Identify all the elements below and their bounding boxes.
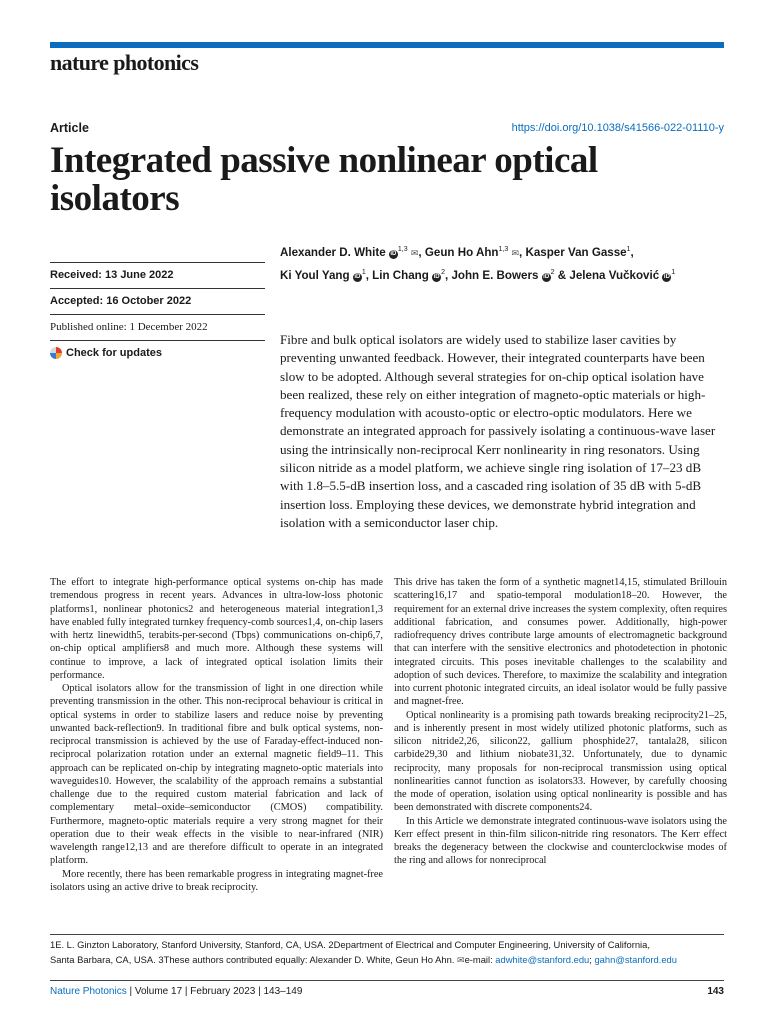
meta-divider (50, 314, 265, 315)
body-paragraph: The effort to integrate high-performance optical systems on-chip has made tremendous progress in recent years. Advances in ultra-low-loss photonic platforms1, nonlinear photonics2 and heterogeneous material integration1,3 have enabled fully integrated turnkey frequency-comb sources1,4, on-chip lasers with hertz linewidth5, terabits-per-second (Tbps) communications on-chip6,7, on-chip optical amplifiers8 and much more. Although these systems will continue to improve, a lack of integrated optical isolation limits their performance. (50, 577, 383, 681)
footnote-line (50, 952, 730, 968)
orcid-icon[interactable]: iD (354, 273, 361, 280)
meta-divider (50, 340, 265, 341)
crossmark-icon (50, 347, 62, 359)
footnote-text: Santa Barbara, CA, USA. 3These authors contributed equally: Alexander D. White, Geun Ho Ahn. (50, 954, 455, 965)
article-title: Integrated passive nonlinear optical isolators (50, 140, 598, 219)
email-icon: ✉ (457, 955, 465, 965)
author-separator: , (630, 245, 634, 259)
meta-divider (50, 262, 265, 263)
orcid-icon[interactable]: iD (390, 250, 397, 257)
email-icon[interactable]: ✉ (410, 247, 419, 258)
affiliation-sup: 1 (626, 246, 631, 253)
abstract: Fibre and bulk optical isolators are widely used to stabilize laser cavities by preventing unwanted feedback. However, their integrated counterparts have been slow to be adopted. Although several strategies for on-chip optical isolation have been realized, these rely on either integration of magneto-optic materials or high-frequency modulation with acousto-optic or electro-optic modulators. Here we demonstrate an integrated approach for passively isolating a continuous-wave laser using the intrinsically non-reciprocal Kerr nonlinearity in ring resonators. Using silicon nitride as a model platform, we achieve single ring isolation of 17–23 dB with 1.8–5.5-dB insertion loss, and a cascaded ring isolation of 35 dB with 5-dB insertion loss. Employing these devices, we demonstrate hybrid integration and isolation with a semiconductor laser chip. (280, 332, 716, 530)
received-date: Received: 13 June 2022 (50, 269, 174, 281)
body-column-right (394, 576, 727, 868)
footer-issue: | Volume 17 | February 2023 | 143–149 (126, 986, 303, 997)
footnote-divider (50, 934, 724, 935)
body-paragraph: Optical nonlinearity is a promising path towards breaking reciprocity21–25, and is inherently present in most widely utilized photonic platforms, such as silicon nitride2,26, silicon22, gallium phosphide27, tantala28, silicon carbide29,30 and lithium niobate31,32. Unfortunately, due to dynamic reciprocity, many proposals for non-reciprocal transmission using optical nonlinearities cannot function as isolators33. However, by carefully choosing the mode of operation, isolation using optical nonlinearity is possible and has been demonstrated with discrete components24. (394, 709, 727, 814)
email-icon[interactable]: ✉ (511, 247, 519, 258)
author-name[interactable]: & Jelena Vučković (554, 268, 660, 282)
doi-link[interactable]: https://doi.org/10.1038/s41566-022-01110-y (511, 122, 724, 134)
body-column-left (50, 576, 383, 894)
affiliation-sup: 2 (441, 268, 445, 276)
author-name[interactable]: , Geun Ho Ahn (418, 245, 499, 259)
orcid-icon[interactable]: iD (433, 273, 440, 280)
body-paragraph: In this Article we demonstrate integrated continuous-wave isolators using the Kerr effect present in thin-film silicon-nitride ring resonators. The Kerr effect breaks the degeneracy between the clockwise and counterclockwise modes of the ring and allows for nonreciprocal (394, 815, 727, 867)
journal-top-bar (50, 42, 724, 48)
body-paragraph: This drive has taken the form of a synthetic magnet14,15, stimulated Brillouin scattering16,17 and spatio-temporal modulation18–20. However, the requirement for an external drive increases the system complexity, often requires additional fabrication, and consumes power. Additionally, high-power radiofrequency drives contribute large amounts of electromagnetic background that can interfere with the sensitive electronics and photodetection in photonic integrated circuits. This poses inevitable challenges to the scalability and adoption of such devices. Therefore, to maximize the scalability and integration into current photonic integrated circuits, an ideal isolator would be fully passive and magnet-free. (394, 577, 727, 708)
check-for-updates-label: Check for updates (66, 347, 162, 359)
email-separator: ; (589, 954, 595, 965)
author-list (280, 240, 730, 286)
body-paragraph: More recently, there has been remarkable progress in integrating magnet-free isolators using an active drive to break reciprocity. (50, 868, 383, 893)
affiliation-sup: 1,3 (498, 246, 509, 253)
orcid-icon[interactable]: iD (663, 273, 670, 280)
email-link[interactable]: adwhite@stanford.edu (495, 954, 590, 965)
footer-citation (50, 986, 302, 997)
affiliation-sup: 2 (550, 268, 555, 276)
footnote-line: 1E. L. Ginzton Laboratory, Stanford University, Stanford, CA, USA. 2Department of Electrical and Computer Engineering, University of California, (50, 939, 650, 950)
body-paragraph: Optical isolators allow for the transmission of light in one direction while preventing transmission in the other. This non-reciprocal behaviour is critical in optical systems in order to stabilize lasers and reduce noise by preventing unwanted back-reflection9. In traditional fibre and bulk optical systems, non-reciprocal transmission is achieved by the use of Faraday-effect-induced non-reciprocal polarization rotation under an external magnetic field9–11. This approach can be replicated on-chip by integrating magneto-optic materials into waveguides10. However, the scalability of the approach remains a substantial challenge due to the required custom material fabrication and lack of complementary metal–oxide–semiconductor (CMOS) compatibility. Furthermore, magneto-optic materials require a very strong magnet for their operation due to their weak effects in the visible to near-infrared (NIR) wavelength range12,13 and are therefore difficult to operate in an integrated platform. (50, 683, 383, 867)
author-name[interactable]: , Lin Chang (365, 268, 429, 282)
affiliation-sup: 1,3 (397, 246, 408, 253)
footer-journal-link[interactable]: Nature Photonics (50, 986, 127, 997)
email-label: e-mail: (464, 954, 496, 965)
author-name[interactable]: , John E. Bowers (445, 268, 539, 282)
email-link[interactable]: gahn@stanford.edu (594, 954, 677, 965)
published-date: Published online: 1 December 2022 (50, 321, 208, 333)
affiliation-sup: 1 (361, 268, 366, 276)
footer-divider (50, 980, 724, 981)
affiliations-footnote (50, 937, 730, 968)
author-name[interactable]: Ki Youl Yang (280, 268, 350, 282)
author-name[interactable]: Alexander D. White (280, 245, 386, 259)
meta-divider (50, 288, 265, 289)
check-for-updates-button[interactable] (50, 347, 162, 359)
orcid-icon[interactable]: iD (543, 273, 550, 280)
page-number: 143 (707, 986, 724, 997)
author-name[interactable]: , Kasper Van Gasse (519, 245, 627, 259)
accepted-date: Accepted: 16 October 2022 (50, 295, 192, 307)
affiliation-sup: 1 (671, 268, 676, 276)
journal-logo: nature photonics (50, 50, 199, 75)
article-type-label: Article (50, 121, 89, 135)
